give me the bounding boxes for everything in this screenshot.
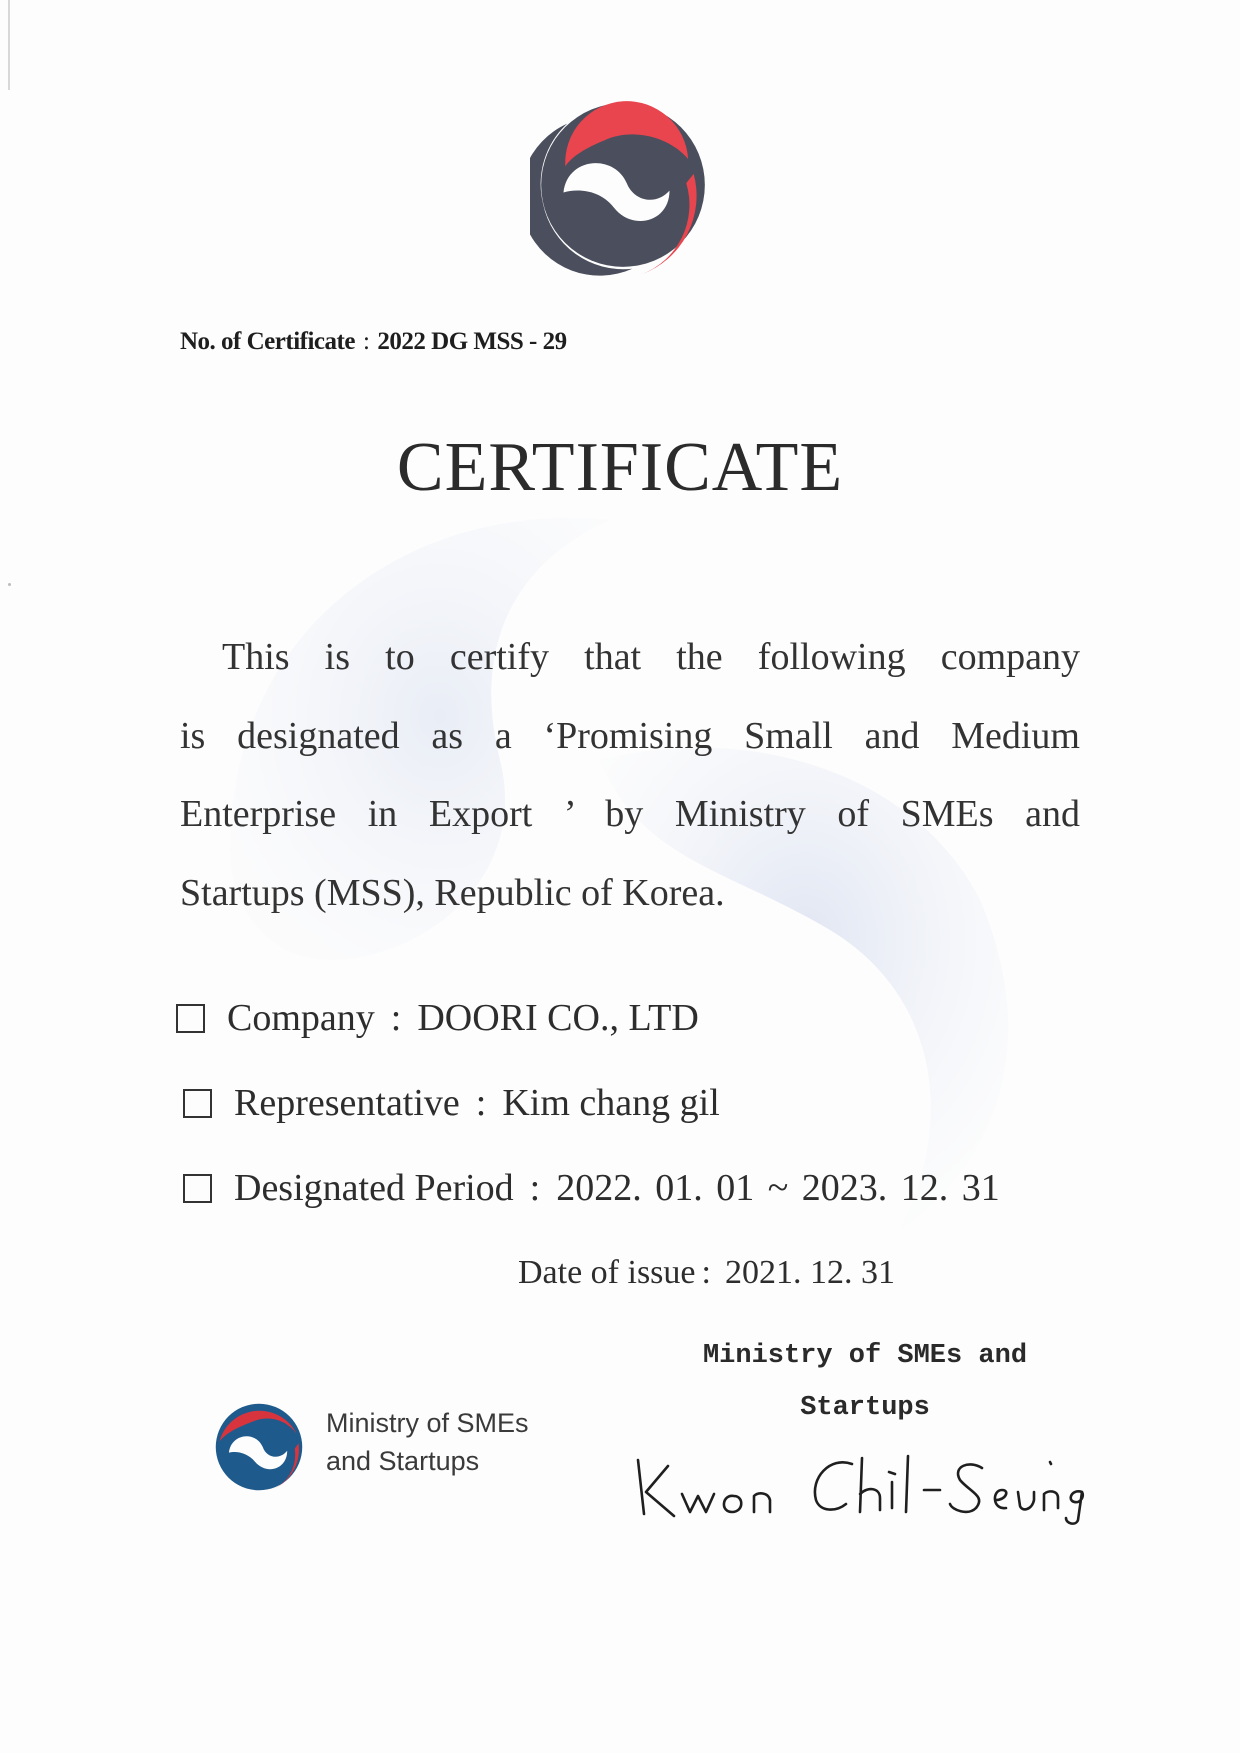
date-of-issue-colon: : xyxy=(701,1254,711,1291)
designated-period-value: 2022. 01. 01 ~ 2023. 12. 31 xyxy=(556,1167,1000,1209)
logo-text-line: and Startups xyxy=(326,1446,480,1476)
issuer-line: Ministry of SMEs and xyxy=(702,1341,1028,1371)
issuer-line: Startups xyxy=(800,1393,930,1423)
company-value: DOORI CO., LTD xyxy=(417,997,699,1039)
representative-value: Kim chang gil xyxy=(502,1082,720,1124)
certificate-number-value: 2022 DG MSS - 29 xyxy=(377,328,567,355)
company-label: Company xyxy=(227,997,375,1039)
date-of-issue xyxy=(518,1254,895,1292)
checkbox-icon xyxy=(183,1174,212,1203)
designated-period-colon: : xyxy=(529,1167,541,1209)
representative-colon: : xyxy=(475,1082,487,1124)
company-field xyxy=(176,996,699,1040)
taegeuk-emblem-icon xyxy=(530,92,716,278)
certification-statement xyxy=(180,618,1080,932)
designated-period-field xyxy=(183,1166,1000,1210)
handwritten-signature xyxy=(630,1438,1090,1528)
designated-period-label: Designated Period xyxy=(234,1167,514,1209)
date-of-issue-value: 2021. 12. 31 xyxy=(724,1254,895,1291)
certificate-number-label: No. of Certificate xyxy=(180,328,355,355)
statement-line: Enterprise in Export ’ by Ministry of SMEs and xyxy=(180,793,1080,835)
ministry-logo-icon xyxy=(212,1400,306,1494)
date-of-issue-label: Date of issue xyxy=(518,1254,696,1291)
checkbox-icon xyxy=(183,1089,212,1118)
checkbox-icon xyxy=(176,1004,205,1033)
statement-line: is designated as a ‘Promising Small and Medium xyxy=(180,714,1080,757)
ministry-logo-text xyxy=(326,1404,529,1480)
statement-line: Startups (MSS), Republic of Korea. xyxy=(180,871,725,914)
company-colon: : xyxy=(390,997,402,1039)
certificate-number-colon: : xyxy=(362,328,370,355)
issuer-name xyxy=(690,1330,1040,1434)
statement-line: This is to certify that the following company xyxy=(222,636,1080,678)
representative-label: Representative xyxy=(234,1082,460,1124)
representative-field xyxy=(183,1081,720,1125)
certificate-number xyxy=(180,328,567,356)
logo-text-line: Ministry of SMEs xyxy=(326,1408,529,1438)
page-title: CERTIFICATE xyxy=(396,429,844,506)
